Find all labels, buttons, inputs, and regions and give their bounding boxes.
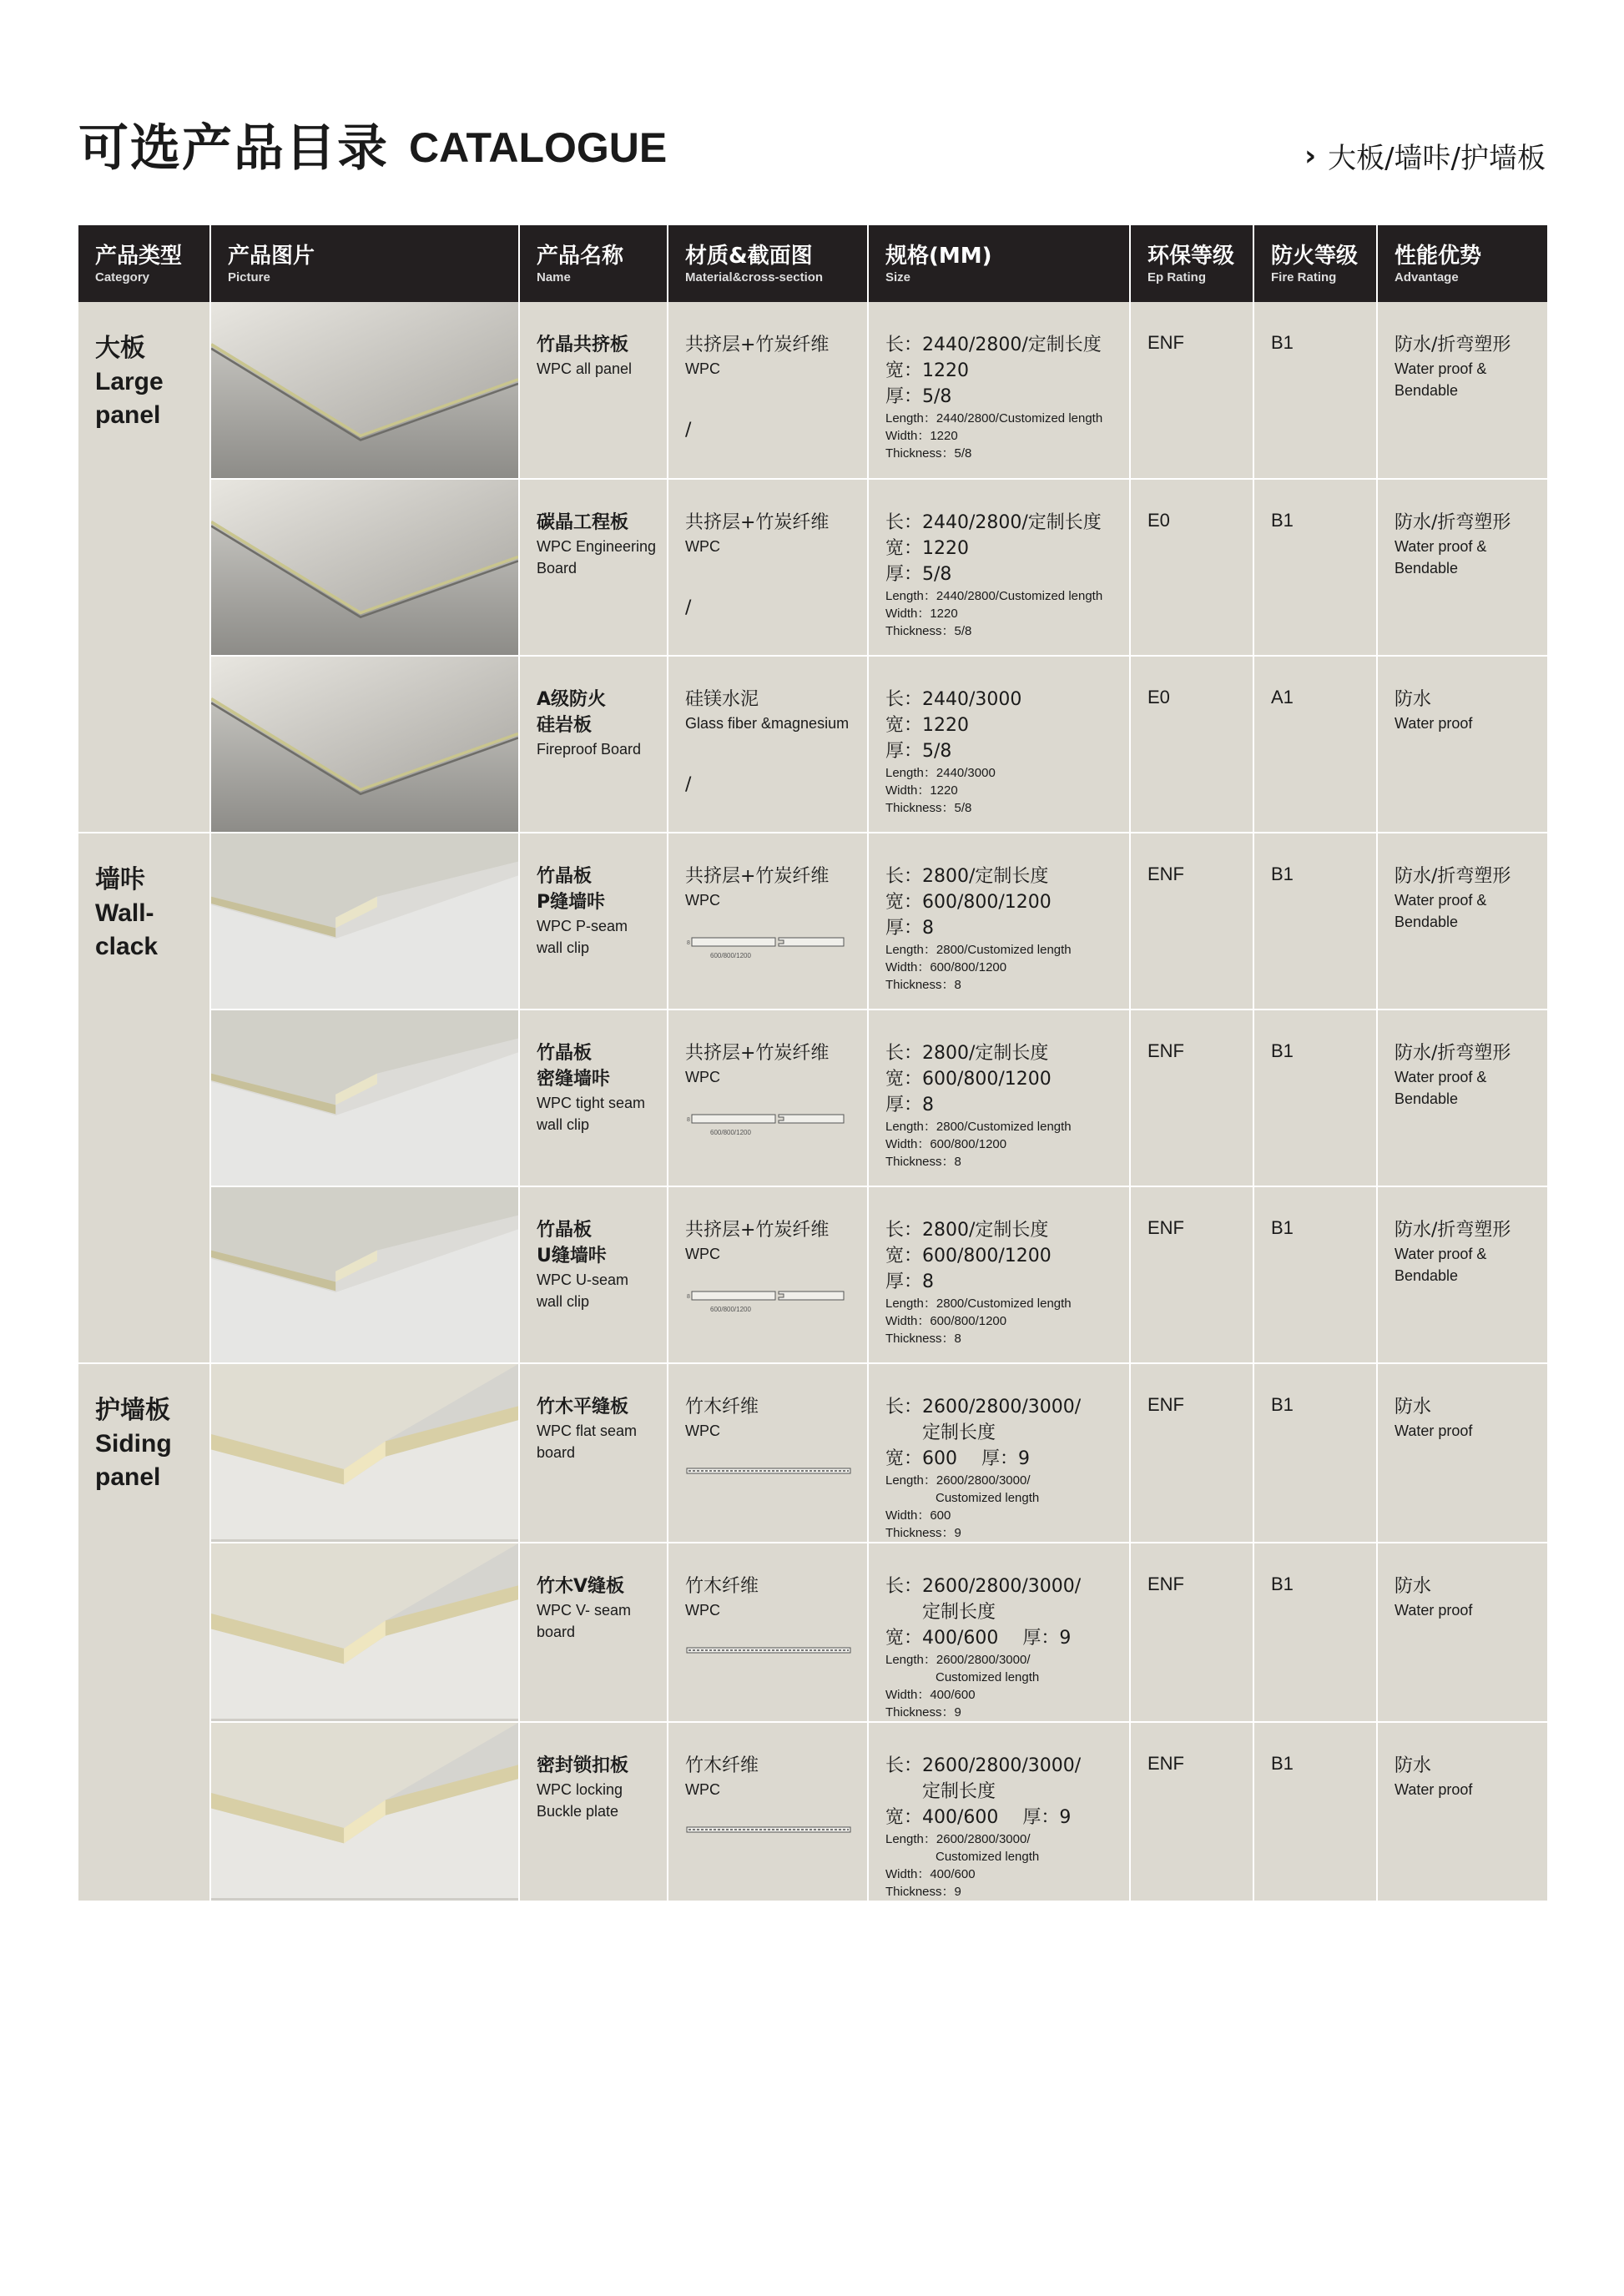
catalogue-table	[78, 225, 1547, 1902]
column-header-cn: 产品名称	[537, 244, 624, 269]
size-cn: 宽：1220	[885, 715, 969, 736]
fire-rating: B1	[1271, 332, 1294, 353]
fire-rating-cell	[1253, 1363, 1377, 1543]
ep-rating: E0	[1147, 687, 1170, 707]
product-photo	[211, 1723, 518, 1898]
size-en: Width：600/800/1200	[885, 1137, 1007, 1151]
size-cn: 宽：400/600 厚：9	[885, 1807, 1072, 1828]
product-name-en: WPC V- seam	[537, 1602, 632, 1619]
advantage-en: Bendable	[1395, 914, 1459, 930]
picture-cell	[210, 1543, 519, 1722]
name-cell	[519, 1363, 668, 1543]
category-cn: 墙咔	[95, 865, 145, 894]
product-name-en: WPC locking	[537, 1781, 623, 1798]
cross-section-label: 600/800/1200	[710, 952, 751, 959]
size-cn: 宽：400/600 厚：9	[885, 1628, 1072, 1649]
page-title-en: CATALOGUE	[409, 124, 668, 171]
product-name-cn: 硅岩板	[537, 715, 593, 736]
size-cn: 长：2800/定制长度	[885, 1043, 1049, 1064]
column-header-en: Advantage	[1395, 270, 1459, 284]
category-cn: 护墙板	[95, 1396, 170, 1425]
advantage-en: Bendable	[1395, 1090, 1459, 1107]
column-header-en: Name	[537, 270, 571, 284]
product-name-en: WPC U-seam	[537, 1271, 629, 1288]
size-cell	[868, 479, 1130, 656]
size-en: Customized length	[885, 1491, 1040, 1505]
product-photo	[211, 1010, 518, 1186]
fire-rating: B1	[1271, 1040, 1294, 1061]
size-cell	[868, 302, 1130, 479]
size-cn: 厚：8	[885, 1271, 934, 1292]
table-row	[78, 1363, 1547, 1543]
category-en: Siding	[95, 1430, 172, 1458]
cross-section-diagram	[685, 1822, 852, 1842]
size-en: Width：600	[885, 1508, 951, 1523]
size-cn: 宽：600 厚：9	[885, 1448, 1030, 1469]
svg-text:8: 8	[687, 940, 690, 946]
size-cn: 定制长度	[885, 1781, 996, 1802]
column-header-ep-rating	[1130, 225, 1253, 302]
advantage-cell	[1377, 1543, 1547, 1722]
advantage-en: Water proof &	[1395, 1069, 1487, 1085]
material-cell	[668, 479, 868, 656]
ep-rating: ENF	[1147, 1040, 1184, 1061]
column-header-en: Size	[885, 270, 911, 284]
material-en: WPC	[685, 538, 720, 555]
size-cn: 长：2440/3000	[885, 689, 1022, 710]
size-en: Width：600/800/1200	[885, 960, 1007, 974]
name-cell	[519, 1543, 668, 1722]
category-en: Wall-	[95, 899, 154, 927]
size-en: Length：2440/2800/Customized length	[885, 589, 1103, 603]
table-row	[78, 1010, 1547, 1186]
advantage-cell	[1377, 1186, 1547, 1363]
size-cn: 长：2440/2800/定制长度	[885, 512, 1102, 533]
material-cell	[668, 302, 868, 479]
column-header-cn: 材质&截面图	[685, 244, 813, 269]
column-header-material	[668, 225, 868, 302]
category-cell	[78, 302, 210, 833]
size-en: Width：400/600	[885, 1867, 976, 1881]
product-photo	[211, 480, 518, 655]
size-en: Width：1220	[885, 429, 958, 443]
cross-section-label: 600/800/1200	[710, 1306, 751, 1313]
size-cn: 宽：600/800/1200	[885, 1069, 1052, 1090]
chevron-right-icon: ›	[1304, 138, 1317, 173]
fire-rating: B1	[1271, 1217, 1294, 1238]
category-en: panel	[95, 1463, 161, 1491]
size-cn: 宽：600/800/1200	[885, 892, 1052, 913]
material-cell	[668, 1722, 868, 1901]
name-cell	[519, 1186, 668, 1363]
advantage-en: Bendable	[1395, 382, 1459, 399]
product-photo	[211, 1364, 518, 1539]
ep-rating-cell	[1130, 302, 1253, 479]
material-cell	[668, 1010, 868, 1186]
category-en: Large	[95, 368, 164, 395]
material-en: WPC	[685, 360, 720, 377]
size-cn: 厚：5/8	[885, 386, 952, 407]
ep-rating: ENF	[1147, 1753, 1184, 1774]
fire-rating-cell	[1253, 479, 1377, 656]
size-en: Width：400/600	[885, 1688, 976, 1702]
cross-section-diagram	[685, 933, 852, 963]
advantage-cell	[1377, 479, 1547, 656]
size-cell	[868, 1186, 1130, 1363]
table-row	[78, 1543, 1547, 1722]
size-en: Length：2800/Customized length	[885, 943, 1072, 957]
product-name-en: WPC tight seam	[537, 1095, 646, 1111]
ep-rating: ENF	[1147, 1573, 1184, 1594]
name-cell	[519, 833, 668, 1010]
product-photo	[211, 1187, 518, 1362]
table-row	[78, 1186, 1547, 1363]
material-cell	[668, 833, 868, 1010]
cross-section-diagram	[685, 1463, 852, 1483]
size-cn: 长：2600/2800/3000/	[885, 1755, 1082, 1776]
material-cell	[668, 1543, 868, 1722]
advantage-cell	[1377, 656, 1547, 833]
page-title: 可选产品目录	[78, 119, 389, 178]
cross-section-label: 600/800/1200	[710, 1129, 751, 1136]
product-name-en: wall clip	[537, 1116, 590, 1133]
size-cell	[868, 1722, 1130, 1901]
material-en: WPC	[685, 1069, 720, 1085]
size-en: Customized length	[885, 1850, 1040, 1864]
column-header-cn: 性能优势	[1395, 244, 1482, 269]
table-header	[78, 225, 1547, 302]
advantage-cn: 防水/折弯塑形	[1395, 1043, 1511, 1064]
material-cn: 共挤层+竹炭纤维	[685, 335, 830, 355]
column-header-en: Category	[95, 270, 150, 284]
ep-rating: ENF	[1147, 1394, 1184, 1415]
table-row	[78, 479, 1547, 656]
product-name-cn: 竹木V缝板	[537, 1576, 625, 1597]
size-en: Length：2600/2800/3000/	[885, 1653, 1031, 1667]
size-en: Thickness：8	[885, 978, 961, 992]
breadcrumb[interactable]	[1304, 135, 1546, 176]
picture-cell	[210, 656, 519, 833]
material-en: WPC	[685, 1781, 720, 1798]
size-cn: 长：2800/定制长度	[885, 1220, 1049, 1241]
ep-rating: ENF	[1147, 332, 1184, 353]
svg-text:8: 8	[687, 1117, 690, 1123]
advantage-cell	[1377, 833, 1547, 1010]
product-name-cn: 密缝墙咔	[537, 1069, 611, 1090]
product-name-en: board	[537, 1624, 576, 1640]
material-cn: 竹木纤维	[685, 1397, 759, 1417]
product-name-cn: P缝墙咔	[537, 892, 606, 913]
picture-cell	[210, 1186, 519, 1363]
ep-rating-cell	[1130, 1010, 1253, 1186]
material-cn: 共挤层+竹炭纤维	[685, 1043, 830, 1064]
advantage-cn: 防水	[1395, 689, 1432, 710]
product-name-en: board	[537, 1444, 576, 1461]
table-row	[78, 1722, 1547, 1901]
fire-rating-cell	[1253, 302, 1377, 479]
size-en: Customized length	[885, 1670, 1040, 1684]
size-cn: 宽：1220	[885, 360, 969, 381]
picture-cell	[210, 1722, 519, 1901]
advantage-cell	[1377, 1010, 1547, 1186]
product-name-cn: 竹晶板	[537, 1220, 593, 1241]
size-en: Width：1220	[885, 607, 958, 621]
size-cn: 长：2440/2800/定制长度	[885, 335, 1102, 355]
size-cn: 长：2600/2800/3000/	[885, 1397, 1082, 1417]
size-cn: 宽：600/800/1200	[885, 1246, 1052, 1266]
material-cell	[668, 1186, 868, 1363]
column-header-name	[519, 225, 668, 302]
ep-rating: ENF	[1147, 1217, 1184, 1238]
fire-rating-cell	[1253, 1010, 1377, 1186]
product-name-en: wall clip	[537, 1293, 590, 1310]
size-en: Width：1220	[885, 783, 958, 798]
advantage-cn: 防水	[1395, 1755, 1432, 1776]
size-en: Thickness：5/8	[885, 624, 972, 638]
column-header-en: Ep Rating	[1147, 270, 1206, 284]
fire-rating: B1	[1271, 1394, 1294, 1415]
size-cn: 厚：5/8	[885, 741, 952, 762]
size-cn: 长：2600/2800/3000/	[885, 1576, 1082, 1597]
column-header-category	[78, 225, 210, 302]
name-cell	[519, 302, 668, 479]
product-name-cn: U缝墙咔	[537, 1246, 607, 1266]
column-header-cn: 防火等级	[1271, 244, 1359, 269]
cross-section-empty: /	[685, 597, 692, 618]
product-name-en: Fireproof Board	[537, 741, 642, 758]
fire-rating-cell	[1253, 1722, 1377, 1901]
advantage-cn: 防水	[1395, 1397, 1432, 1417]
material-cn: 共挤层+竹炭纤维	[685, 512, 830, 533]
product-name-en: Buckle plate	[537, 1803, 619, 1820]
size-en: Thickness：9	[885, 1526, 961, 1540]
breadcrumb-label: 大板/墙咔/护墙板	[1328, 142, 1546, 175]
ep-rating-cell	[1130, 1186, 1253, 1363]
size-en: Thickness：8	[885, 1332, 961, 1346]
advantage-en: Water proof	[1395, 715, 1473, 732]
name-cell	[519, 479, 668, 656]
cross-section-diagram	[685, 1286, 852, 1317]
product-name-cn: 密封锁扣板	[537, 1755, 629, 1776]
picture-cell	[210, 302, 519, 479]
size-en: Thickness：5/8	[885, 801, 972, 815]
material-en: WPC	[685, 1602, 720, 1619]
material-cn: 共挤层+竹炭纤维	[685, 866, 830, 887]
advantage-cell	[1377, 1722, 1547, 1901]
fire-rating: B1	[1271, 1573, 1294, 1594]
category-en: clack	[95, 933, 159, 960]
size-cell	[868, 1363, 1130, 1543]
column-header-cn: 产品类型	[95, 244, 183, 269]
size-en: Length：2600/2800/3000/	[885, 1473, 1031, 1488]
size-cn: 长：2800/定制长度	[885, 866, 1049, 887]
category-cn: 大板	[95, 334, 145, 363]
product-photo	[211, 657, 518, 832]
material-en: Glass fiber &magnesium	[685, 715, 850, 732]
fire-rating: A1	[1271, 687, 1294, 707]
table-row	[78, 302, 1547, 479]
size-cn: 厚：8	[885, 1095, 934, 1115]
size-en: Thickness：9	[885, 1705, 961, 1719]
material-cn: 竹木纤维	[685, 1576, 759, 1597]
ep-rating: E0	[1147, 510, 1170, 531]
picture-cell	[210, 479, 519, 656]
column-header-advantage	[1377, 225, 1547, 302]
product-name-cn: 竹晶共挤板	[537, 335, 629, 355]
ep-rating-cell	[1130, 833, 1253, 1010]
size-cn: 厚：8	[885, 918, 934, 939]
name-cell	[519, 1010, 668, 1186]
product-name-cn: A级防火	[537, 689, 607, 710]
column-header-size	[868, 225, 1130, 302]
size-cn: 宽：1220	[885, 538, 969, 559]
fire-rating: B1	[1271, 1753, 1294, 1774]
product-name-cn: 碳晶工程板	[537, 512, 629, 533]
material-cell	[668, 1363, 868, 1543]
advantage-cn: 防水	[1395, 1576, 1432, 1597]
fire-rating-cell	[1253, 656, 1377, 833]
picture-cell	[210, 833, 519, 1010]
product-name-en: WPC Engineering	[537, 538, 657, 555]
ep-rating-cell	[1130, 1722, 1253, 1901]
advantage-cn: 防水/折弯塑形	[1395, 1220, 1511, 1241]
svg-text:8: 8	[687, 1294, 690, 1300]
material-cn: 硅镁水泥	[685, 689, 759, 710]
size-en: Thickness：5/8	[885, 446, 972, 461]
cross-section-empty: /	[685, 774, 692, 795]
fire-rating: B1	[1271, 510, 1294, 531]
ep-rating-cell	[1130, 479, 1253, 656]
product-name-cn: 竹木平缝板	[537, 1397, 629, 1417]
advantage-cn: 防水/折弯塑形	[1395, 335, 1511, 355]
product-photo	[211, 1543, 518, 1719]
advantage-en: Water proof	[1395, 1422, 1473, 1439]
product-name-en: WPC flat seam	[537, 1422, 638, 1439]
advantage-en: Bendable	[1395, 560, 1459, 577]
size-en: Length：2600/2800/3000/	[885, 1832, 1031, 1846]
advantage-en: Water proof &	[1395, 538, 1487, 555]
column-header-cn: 产品图片	[228, 244, 315, 269]
product-name-en: WPC P-seam	[537, 918, 628, 934]
advantage-en: Bendable	[1395, 1267, 1459, 1284]
cross-section-diagram	[685, 1643, 852, 1663]
product-name-en: wall clip	[537, 939, 590, 956]
material-en: WPC	[685, 892, 720, 909]
column-header-en: Fire Rating	[1271, 270, 1337, 284]
product-photo	[211, 302, 518, 478]
column-header-cn: 环保等级	[1147, 244, 1235, 269]
advantage-en: Water proof &	[1395, 892, 1487, 909]
size-cell	[868, 1543, 1130, 1722]
category-cell	[78, 833, 210, 1363]
advantage-en: Water proof &	[1395, 360, 1487, 377]
advantage-cell	[1377, 1363, 1547, 1543]
size-en: Length：2440/3000	[885, 766, 996, 780]
cross-section-diagram	[685, 1110, 852, 1140]
product-name-en: Board	[537, 560, 577, 577]
size-en: Thickness：8	[885, 1155, 961, 1169]
size-cn: 定制长度	[885, 1422, 996, 1443]
product-name-cn: 竹晶板	[537, 866, 593, 887]
advantage-cell	[1377, 302, 1547, 479]
table-row	[78, 656, 1547, 833]
fire-rating-cell	[1253, 833, 1377, 1010]
name-cell	[519, 1722, 668, 1901]
material-en: WPC	[685, 1422, 720, 1439]
advantage-en: Water proof &	[1395, 1246, 1487, 1262]
size-en: Width：600/800/1200	[885, 1314, 1007, 1328]
product-photo	[211, 833, 518, 1009]
column-header-picture	[210, 225, 519, 302]
size-cell	[868, 833, 1130, 1010]
advantage-en: Water proof	[1395, 1781, 1473, 1798]
ep-rating-cell	[1130, 1543, 1253, 1722]
column-header-en: Material&cross-section	[685, 270, 824, 284]
fire-rating-cell	[1253, 1543, 1377, 1722]
size-cn: 定制长度	[885, 1602, 996, 1623]
size-en: Length：2440/2800/Customized length	[885, 411, 1103, 425]
product-name-en: WPC all panel	[537, 360, 633, 377]
size-cell	[868, 656, 1130, 833]
ep-rating-cell	[1130, 1363, 1253, 1543]
material-en: WPC	[685, 1246, 720, 1262]
category-en: panel	[95, 401, 161, 429]
material-cn: 竹木纤维	[685, 1755, 759, 1776]
column-header-en: Picture	[228, 270, 270, 284]
category-cell	[78, 1363, 210, 1901]
column-header-cn: 规格(MM)	[885, 244, 992, 269]
size-cell	[868, 1010, 1130, 1186]
material-cn: 共挤层+竹炭纤维	[685, 1220, 830, 1241]
advantage-cn: 防水/折弯塑形	[1395, 866, 1511, 887]
cross-section-empty: /	[685, 420, 692, 441]
size-en: Length：2800/Customized length	[885, 1297, 1072, 1311]
product-name-cn: 竹晶板	[537, 1043, 593, 1064]
size-en: Thickness：9	[885, 1885, 961, 1899]
fire-rating: B1	[1271, 864, 1294, 884]
table-row	[78, 833, 1547, 1010]
fire-rating-cell	[1253, 1186, 1377, 1363]
ep-rating: ENF	[1147, 864, 1184, 884]
ep-rating-cell	[1130, 656, 1253, 833]
advantage-cn: 防水/折弯塑形	[1395, 512, 1511, 533]
name-cell	[519, 656, 668, 833]
picture-cell	[210, 1363, 519, 1543]
picture-cell	[210, 1010, 519, 1186]
column-header-fire-rating	[1253, 225, 1377, 302]
size-en: Length：2800/Customized length	[885, 1120, 1072, 1134]
size-cn: 厚：5/8	[885, 564, 952, 585]
advantage-en: Water proof	[1395, 1602, 1473, 1619]
material-cell	[668, 656, 868, 833]
